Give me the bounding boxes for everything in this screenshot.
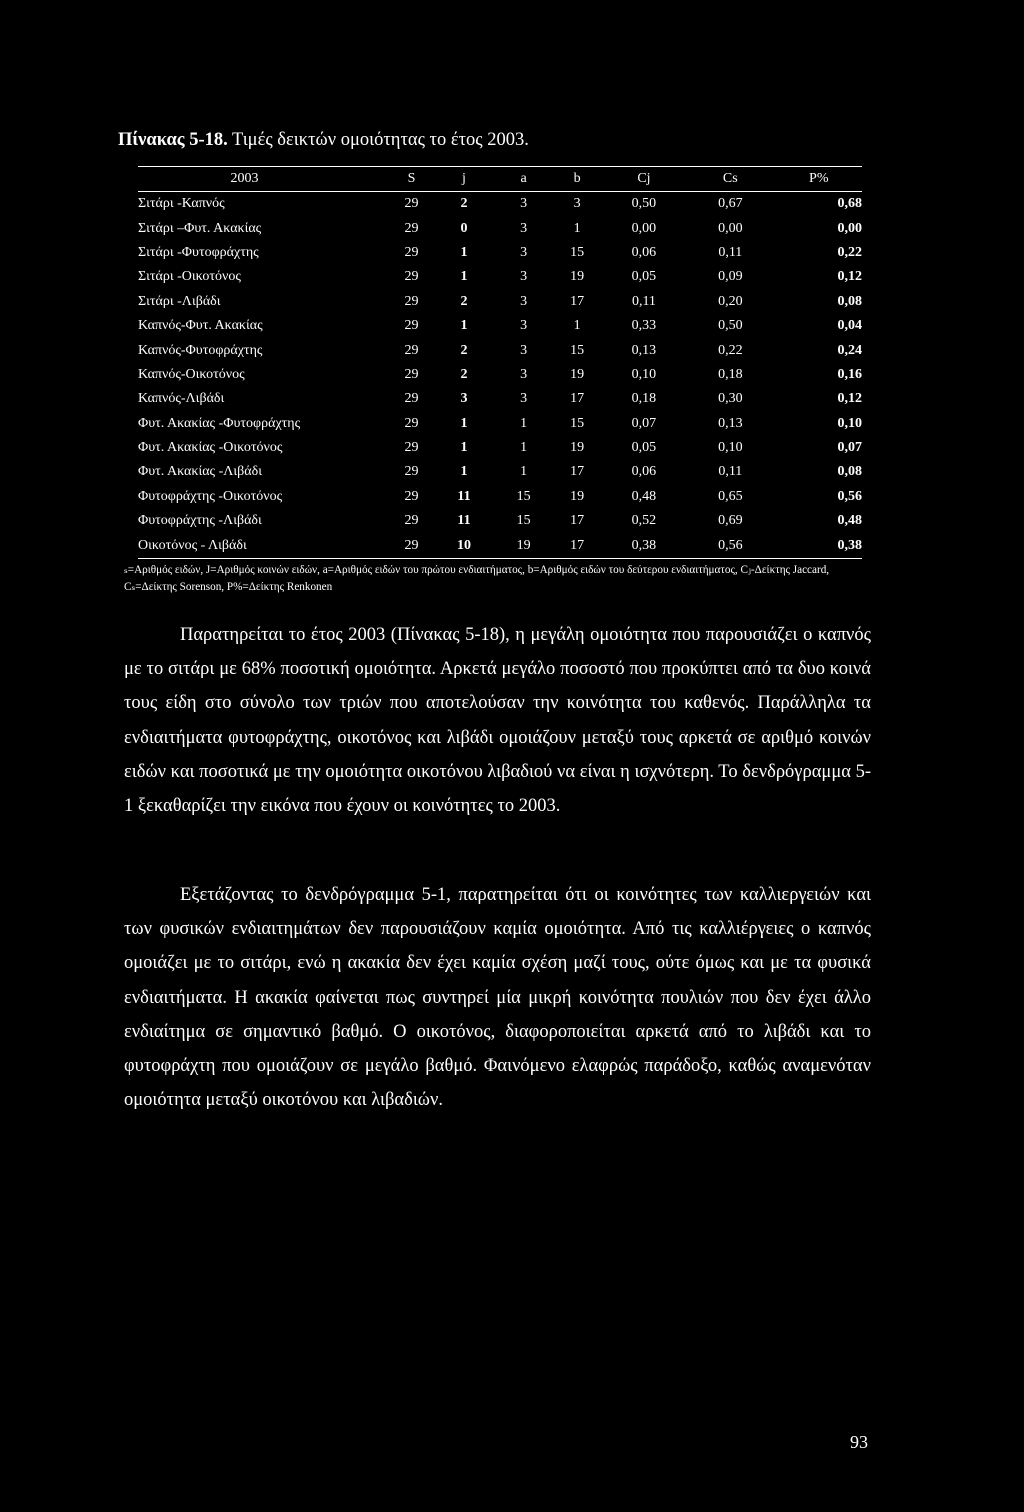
header-year: 2003 (138, 167, 391, 192)
similarity-table (138, 166, 862, 559)
cell-b: 15 (570, 415, 585, 431)
cell-pair: Σιτάρι –Φυτ. Ακακίας (138, 220, 262, 236)
table-body (138, 192, 862, 559)
table-row (138, 533, 862, 558)
table-row (138, 509, 862, 533)
cell-p: 0,56 (837, 488, 862, 504)
header-p: P% (776, 167, 862, 192)
cell-j: 1 (460, 440, 468, 456)
table-row (138, 460, 862, 484)
cell-cs: 0,00 (718, 220, 743, 236)
cell-p: 0,12 (837, 391, 862, 407)
table-row (138, 387, 862, 411)
cell-j: 0 (460, 220, 468, 236)
cell-pair: Σιτάρι -Καπνός (138, 196, 225, 212)
cell-cs: 0,09 (718, 269, 743, 285)
cell-j: 11 (457, 513, 471, 529)
cell-b: 17 (570, 293, 585, 309)
table-row (138, 216, 862, 240)
cell-p: 0,12 (837, 269, 862, 285)
cell-s: 29 (404, 391, 419, 407)
table-row (138, 265, 862, 289)
cell-cj: 0,50 (631, 196, 657, 212)
cell-s: 29 (404, 342, 419, 358)
header-cj: Cj (603, 167, 685, 192)
cell-j: 2 (460, 366, 468, 382)
cell-a: 1 (520, 415, 528, 431)
cell-j: 2 (460, 196, 468, 212)
cell-s: 29 (404, 464, 419, 480)
cell-p: 0,10 (837, 415, 862, 431)
cell-pair: Φυτ. Ακακίας -Λιβάδι (138, 464, 262, 480)
cell-j: 1 (460, 318, 468, 334)
cell-b: 1 (573, 318, 581, 334)
cell-pair: Σιτάρι -Λιβάδι (138, 293, 221, 309)
cell-p: 0,00 (837, 220, 862, 236)
cell-b: 3 (573, 196, 581, 212)
cell-pair: Σιτάρι -Φυτοφράχτης (138, 244, 259, 260)
cell-b: 15 (570, 244, 585, 260)
cell-cj: 0,52 (631, 513, 657, 529)
cell-pair: Σιτάρι -Οικοτόνος (138, 269, 241, 285)
cell-b: 17 (570, 513, 585, 529)
cell-a: 19 (496, 533, 552, 558)
cell-a: 3 (520, 269, 528, 285)
cell-p: 0,38 (776, 533, 862, 558)
cell-j: 11 (457, 488, 471, 504)
cell-j: 10 (432, 533, 496, 558)
table-row (138, 412, 862, 436)
cell-pair: Καπνός-Φυτ. Ακακίας (138, 318, 263, 334)
cell-cs: 0,13 (718, 415, 743, 431)
table-row (138, 192, 862, 217)
header-cs: Cs (685, 167, 776, 192)
cell-cj: 0,11 (631, 293, 656, 309)
cell-s: 29 (404, 513, 419, 529)
cell-cj: 0,06 (631, 464, 657, 480)
table-row (138, 290, 862, 314)
header-j: j (432, 167, 496, 192)
cell-cj: 0,48 (631, 488, 657, 504)
cell-pair: Φυτ. Ακακίας -Φυτοφράχτης (138, 415, 301, 431)
cell-s: 29 (404, 488, 419, 504)
cell-j: 2 (460, 293, 468, 309)
paragraph-1 (124, 618, 871, 823)
cell-j: 1 (460, 269, 468, 285)
table-footnote: ₛ=Αριθμός ειδών, J=Αριθμός κοινών ειδών, a=Αριθμός ειδών του πρώτου ενδιαιτήματος, b=Αριθμός ειδών του δεύτερου ενδιαιτήματος, Cⱼ-Δείκτης Jaccard, Cₛ=Δείκτης Sorenson, P%=Δείκτης Renkonen (124, 564, 830, 593)
cell-pair: Καπνός-Λιβάδι (138, 391, 225, 407)
cell-s: 29 (404, 196, 419, 212)
cell-p: 0,16 (837, 366, 862, 382)
cell-j: 2 (460, 342, 468, 358)
cell-j: 1 (460, 244, 468, 260)
similarity-table-container (138, 166, 862, 559)
cell-s: 29 (404, 220, 419, 236)
cell-a: 3 (520, 342, 528, 358)
cell-p: 0,48 (837, 513, 862, 529)
cell-p: 0,08 (837, 293, 862, 309)
table-row (138, 314, 862, 338)
cell-b: 17 (570, 464, 585, 480)
cell-pair: Φυτοφράχτης -Λιβάδι (138, 513, 262, 529)
table-row (138, 338, 862, 362)
cell-cj: 0,38 (603, 533, 685, 558)
table-row (138, 363, 862, 387)
header-a: a (496, 167, 552, 192)
cell-s: 29 (404, 318, 419, 334)
cell-a: 3 (520, 196, 528, 212)
table-row (138, 485, 862, 509)
cell-cs: 0,56 (685, 533, 776, 558)
cell-a: 15 (516, 513, 531, 529)
caption-label: Πίνακας 5-18. (118, 130, 228, 150)
cell-a: 1 (520, 440, 528, 456)
cell-s: 29 (391, 533, 432, 558)
page-number: 93 (850, 1432, 868, 1452)
caption-text: Τιμές δεικτών ομοιότητας το έτος 2003. (227, 130, 529, 150)
cell-s: 29 (404, 415, 419, 431)
cell-j: 3 (460, 391, 468, 407)
table-caption (118, 130, 529, 151)
cell-s: 29 (404, 293, 419, 309)
cell-cs: 0,67 (718, 196, 743, 212)
cell-a: 15 (516, 488, 531, 504)
cell-pair: Καπνός-Φυτοφράχτης (138, 342, 263, 358)
header-s: S (391, 167, 432, 192)
cell-j: 1 (460, 464, 468, 480)
cell-cj: 0,33 (631, 318, 657, 334)
cell-b: 19 (570, 440, 585, 456)
paragraph-2 (124, 878, 871, 1117)
cell-s: 29 (404, 269, 419, 285)
cell-pair: Φυτ. Ακακίας -Οικοτόνος (138, 440, 283, 456)
cell-a: 3 (520, 220, 528, 236)
cell-p: 0,08 (837, 464, 862, 480)
cell-cj: 0,05 (631, 440, 657, 456)
cell-cj: 0,05 (631, 269, 657, 285)
cell-pair: Οικοτόνος - Λιβάδι (138, 533, 391, 558)
cell-cs: 0,11 (718, 244, 743, 260)
cell-cj: 0,10 (631, 366, 657, 382)
paragraph-1-text: Παρατηρείται το έτος 2003 (Πίνακας 5-18), η μεγάλη ομοιότητα που παρουσιάζει ο καπνός με το σιτάρι με 68% ποσοτική ομοιότητα. Αρκετά μεγάλο ποσοστό που προκύπτει από τα δυο κοινά τους είδη στο σύνολο των τριών που αποτελούσαν την κοινότητα του καθενός. Παράλληλα τα ενδιαιτήματα φυτοφράχτης, οικοτόνος και λιβάδι ομοιάζουν μεταξύ τους αρκετά σε αριθμό κοινών ειδών και ποσοτικά με την ομοιότητα οικοτόνου λιβαδιού να είναι η ισχνότερη. Το δενδρόγραμμα 5-1 ξεκαθαρίζει την εικόνα που έχουν οι κοινότητες το 2003. (124, 625, 871, 817)
cell-b: 17 (551, 533, 602, 558)
cell-p: 0,07 (837, 440, 862, 456)
cell-cs: 0,65 (718, 488, 743, 504)
cell-p: 0,04 (837, 318, 862, 334)
paragraph-2-text: Εξετάζοντας το δενδρόγραμμα 5-1, παρατηρείται ότι οι κοινότητες των καλλιεργειών και των φυσικών ενδιαιτημάτων δεν παρουσιάζουν καμία ομοιότητα. Από τις καλλιέργειες ο καπνός ομοιάζει με το σιτάρι, ενώ η ακακία δεν έχει καμία σχέση μαζί τους, ούτε όμως και με τα φυσικά ενδιαιτήματα. Η ακακία φαίνεται πως συντηρεί μία μικρή κοινότητα πουλιών που δεν έχει άλλο ενδιαίτημα σε σημαντικό βαθμό. Ο οικοτόνος, διαφοροποιείται αρκετά από το λιβάδι και το φυτοφράχτη που ομοιάζουν σε μεγάλο βαθμό. Φαινόμενο ελαφρώς παράδοξο, καθώς αναμενόταν ομοιότητα μεταξύ οικοτόνου και λιβαδιών. (124, 885, 871, 1111)
cell-cs: 0,22 (718, 342, 743, 358)
cell-pair: Φυτοφράχτης -Οικοτόνος (138, 488, 283, 504)
cell-a: 3 (520, 366, 528, 382)
cell-j: 1 (460, 415, 468, 431)
table-header-row (138, 167, 862, 192)
cell-p: 0,68 (837, 196, 862, 212)
cell-cs: 0,18 (718, 366, 743, 382)
cell-b: 15 (570, 342, 585, 358)
cell-cj: 0,18 (631, 391, 657, 407)
header-b: b (551, 167, 602, 192)
cell-cj: 0,13 (631, 342, 657, 358)
cell-pair: Καπνός-Οικοτόνος (138, 366, 245, 382)
cell-a: 3 (520, 293, 528, 309)
cell-a: 3 (520, 391, 528, 407)
table-row (138, 241, 862, 265)
cell-a: 3 (520, 318, 528, 334)
cell-a: 1 (520, 464, 528, 480)
cell-cj: 0,07 (631, 415, 657, 431)
cell-p: 0,24 (837, 342, 862, 358)
cell-cs: 0,11 (718, 464, 743, 480)
cell-b: 1 (573, 220, 581, 236)
cell-cs: 0,69 (718, 513, 743, 529)
cell-cs: 0,20 (718, 293, 743, 309)
cell-b: 19 (570, 366, 585, 382)
cell-cs: 0,30 (718, 391, 743, 407)
cell-a: 3 (520, 244, 528, 260)
cell-s: 29 (404, 366, 419, 382)
cell-b: 19 (570, 269, 585, 285)
cell-b: 17 (570, 391, 585, 407)
cell-s: 29 (404, 244, 419, 260)
cell-cs: 0,50 (718, 318, 743, 334)
cell-cj: 0,00 (631, 220, 657, 236)
table-row (138, 436, 862, 460)
cell-p: 0,22 (837, 244, 862, 260)
cell-b: 19 (570, 488, 585, 504)
cell-cj: 0,06 (631, 244, 657, 260)
cell-s: 29 (404, 440, 419, 456)
cell-cs: 0,10 (718, 440, 743, 456)
